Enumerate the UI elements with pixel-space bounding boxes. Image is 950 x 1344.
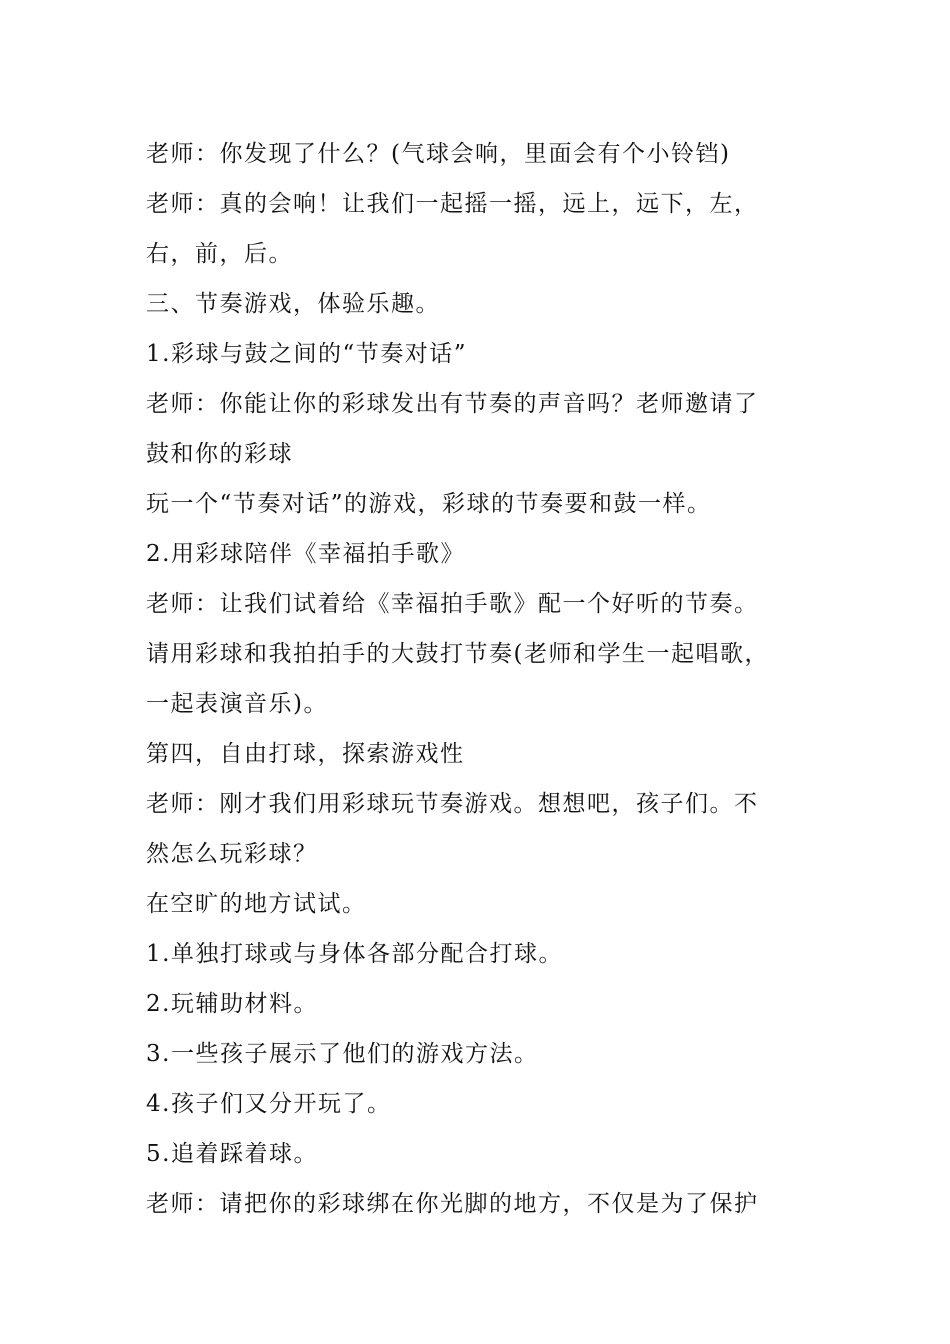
text-line: 在空旷的地方试试。 [146, 891, 367, 917]
text-line: 鼓和你的彩球 [146, 441, 293, 467]
text-line: 老师：让我们试着给《幸福拍手歌》配一个好听的节奏。 [146, 591, 759, 617]
list-item: 1.单独打球或与身体各部分配合打球。 [146, 941, 563, 967]
text-line: 右，前，后。 [146, 241, 293, 267]
text-line: 老师：你能让你的彩球发出有节奏的声音吗？老师邀请了 [146, 391, 759, 417]
text-line: 一起表演音乐)。 [146, 691, 328, 717]
list-item: 5.追着踩着球。 [146, 1141, 318, 1167]
text-line: 老师：请把你的彩球绑在你光脚的地方，不仅是为了保护 [146, 1191, 759, 1217]
list-item: 4.孩子们又分开玩了。 [146, 1091, 392, 1117]
section-heading: 第四，自由打球，探索游戏性 [146, 741, 465, 767]
list-item: 2.玩辅助材料。 [146, 991, 318, 1017]
section-heading: 三、节奏游戏，体验乐趣。 [146, 291, 440, 317]
document-body [146, 129, 816, 1229]
text-line: 老师：真的会响！让我们一起摇一摇，远上，远下，左， [146, 191, 759, 217]
subsection-heading: 2.用彩球陪伴《幸福拍手歌》 [146, 541, 465, 567]
text-line: 玩一个“节奏对话”的游戏，彩球的节奏要和鼓一样。 [146, 491, 712, 517]
text-line: 老师：你发现了什么？(气球会响，里面会有个小铃铛) [146, 141, 731, 167]
list-item: 3.一些孩子展示了他们的游戏方法。 [146, 1041, 539, 1067]
subsection-heading: 1.彩球与鼓之间的“节奏对话” [146, 341, 467, 367]
text-line: 请用彩球和我拍拍手的大鼓打节奏(老师和学生一起唱歌， [146, 641, 769, 667]
text-line: 然怎么玩彩球？ [146, 841, 318, 867]
text-line: 老师：刚才我们用彩球玩节奏游戏。想想吧，孩子们。不 [146, 791, 759, 817]
